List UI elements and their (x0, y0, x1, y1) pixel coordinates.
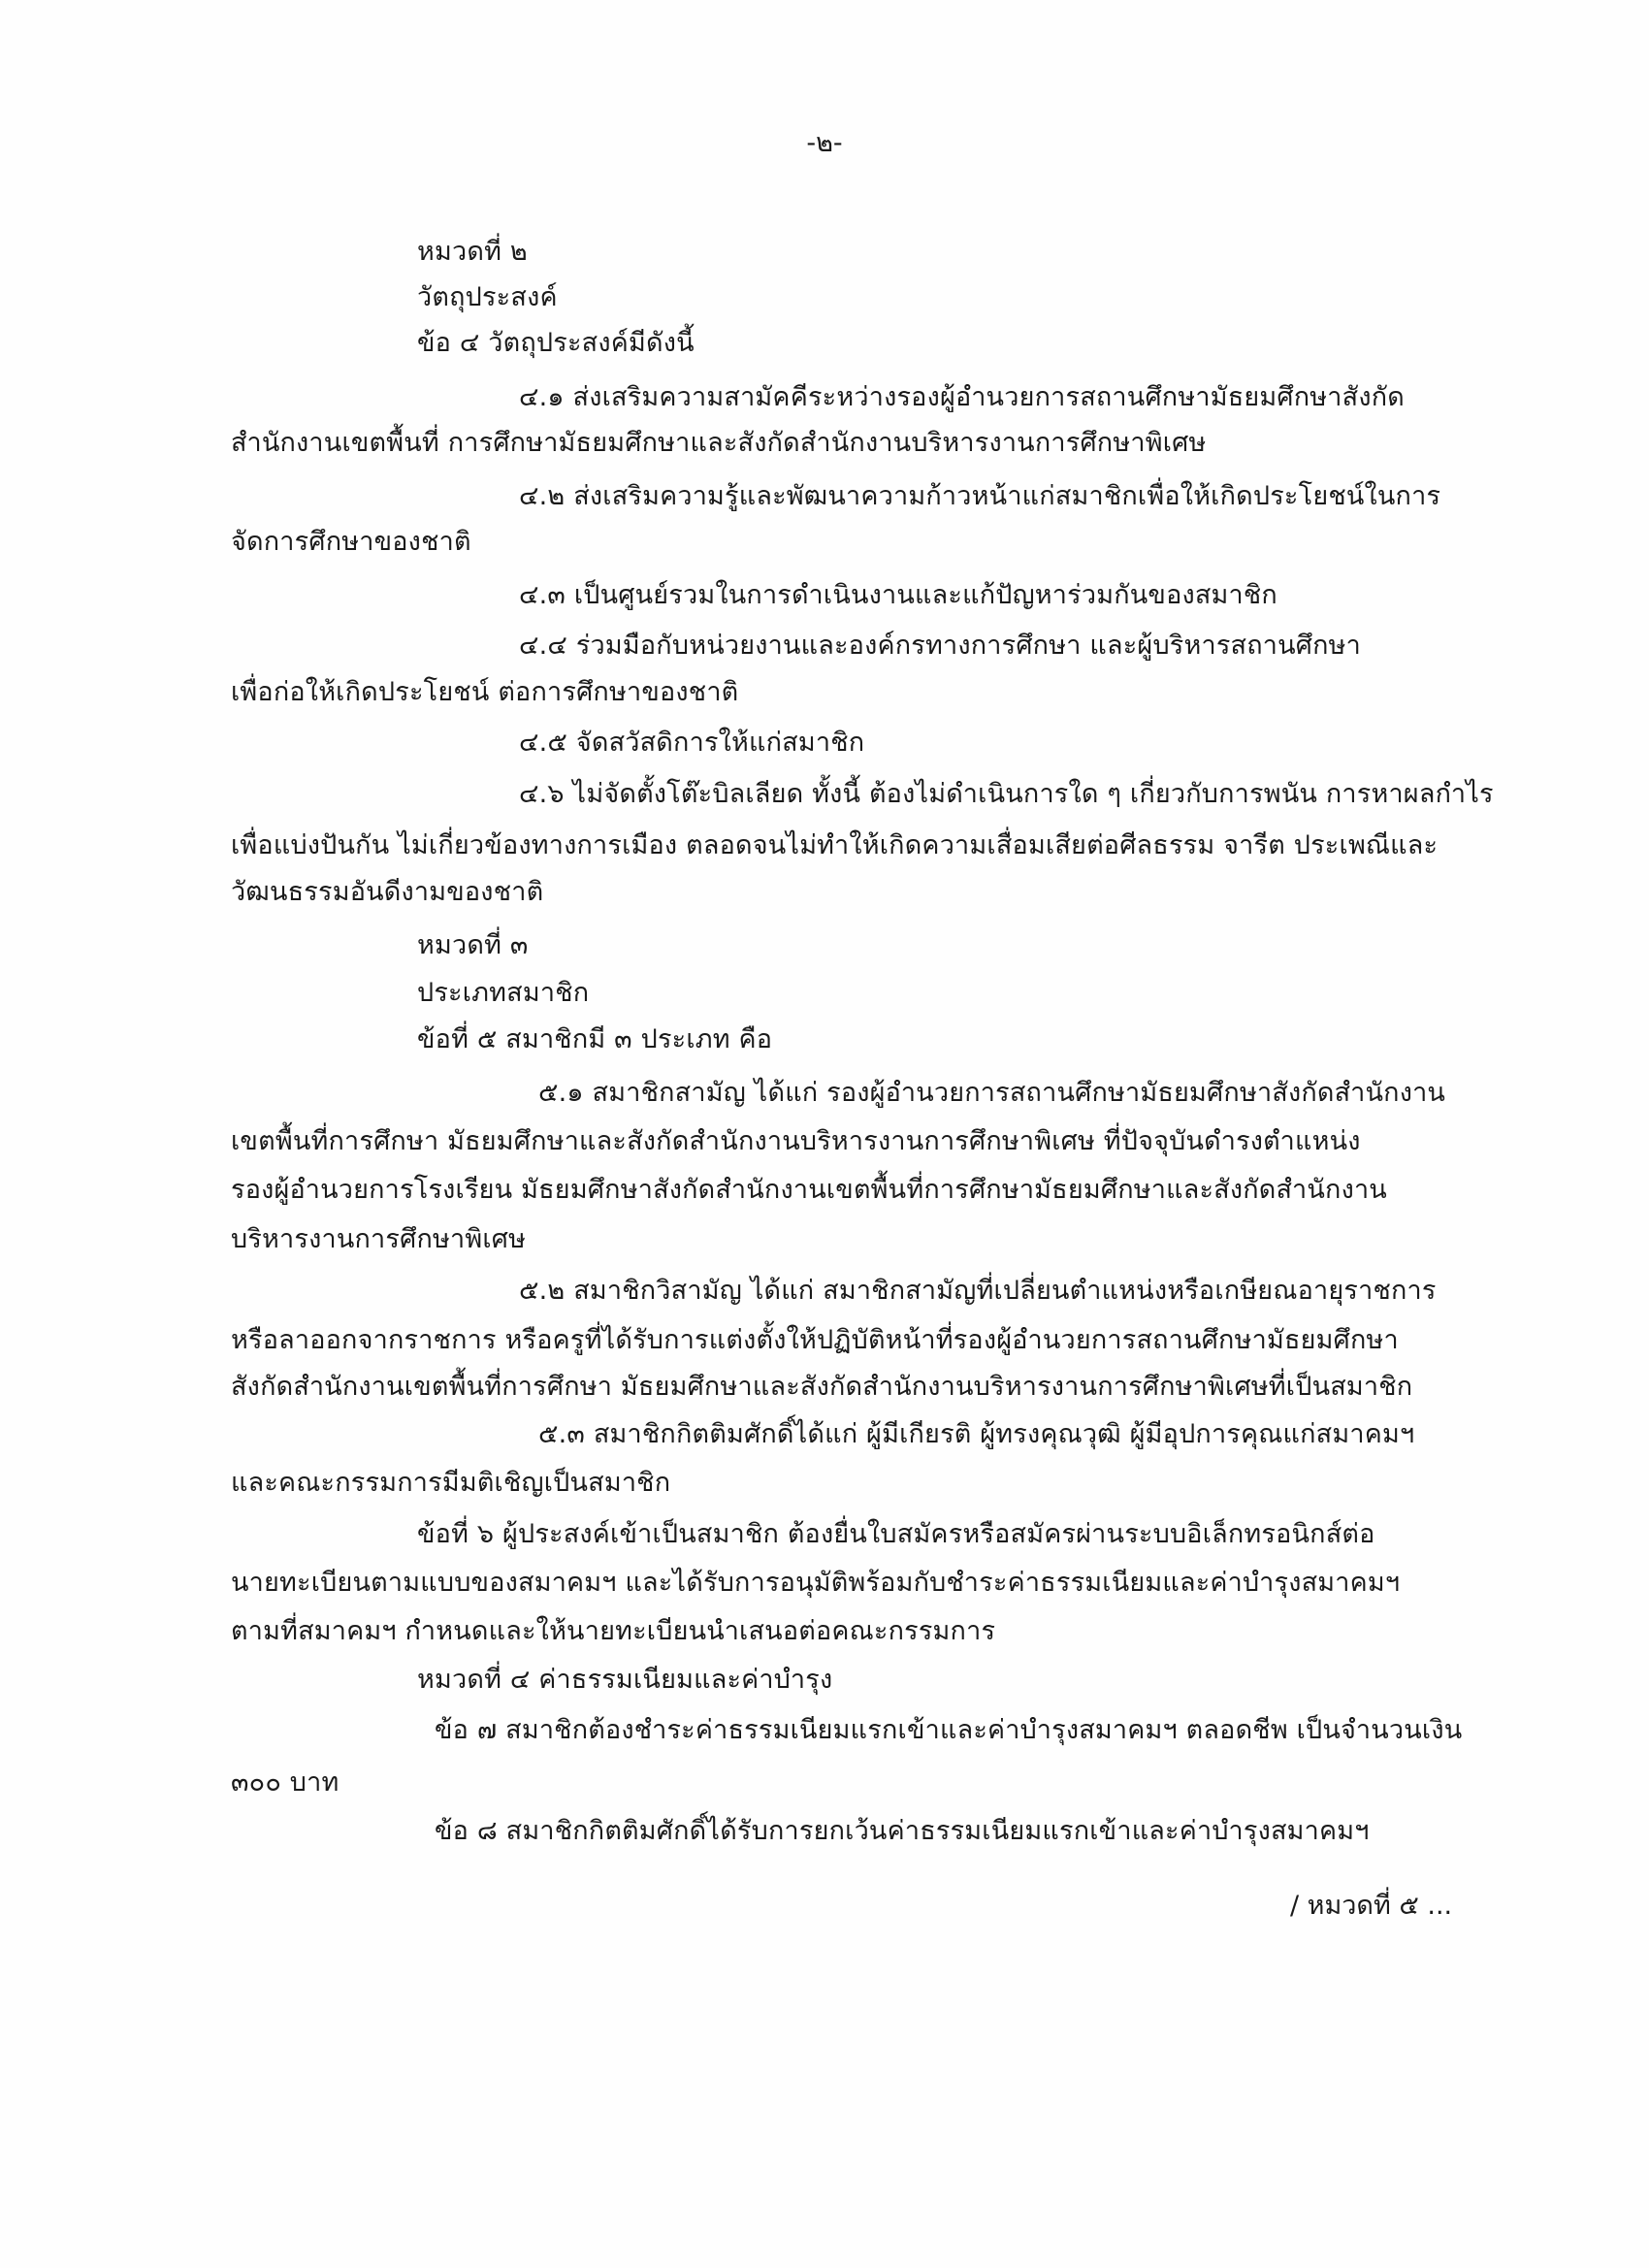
chapter-2-heading: หมวดที่ ๒ (417, 237, 528, 267)
item-5-3-line-1: ๕.๓ สมาชิกกิตติมศักดิ์ได้แก่ ผู้มีเกียรติ ผู้ทรงคุณวุฒิ ผู้มีอุปการคุณแก่สมาคมฯ (538, 1419, 1415, 1449)
chapter-2-title: วัตถุประสงค์ (417, 282, 558, 312)
item-4-6-line-1: ๔.๖ ไม่จัดตั้งโต๊ะบิลเลียด ทั้งนี้ ต้องไม่ดำเนินการใด ๆ เกี่ยวกับการพนัน การหาผลกำไร (519, 779, 1494, 809)
item-4-3: ๔.๓ เป็นศูนย์รวมในการดำเนินงานและแก้ปัญหาร่วมกันของสมาชิก (519, 580, 1277, 610)
item-5-1-line-2: เขตพื้นที่การศึกษา มัธยมศึกษาและสังกัดสำนักงานบริหารงานการศึกษาพิเศษ ที่ปัจจุบันดำรงตำแหน่ง (231, 1126, 1361, 1156)
article-6-line-1: ข้อที่ ๖ ผู้ประสงค์เข้าเป็นสมาชิก ต้องยื่นใบสมัครหรือสมัครผ่านระบบอิเล็กทรอนิกส์ต่อ (417, 1519, 1375, 1549)
item-4-1-line-1: ๔.๑ ส่งเสริมความสามัคคีระหว่างรองผู้อำนวยการสถานศึกษามัธยมศึกษาสังกัด (519, 382, 1405, 412)
item-5-2-line-2: หรือลาออกจากราชการ หรือครูที่ได้รับการแต่งตั้งให้ปฏิบัติหน้าที่รองผู้อำนวยการสถานศึกษามัธยมศึกษา (231, 1325, 1399, 1355)
item-4-6-line-3: วัฒนธรรมอันดีงามของชาติ (231, 877, 544, 907)
item-4-2-line-1: ๔.๒ ส่งเสริมความรู้และพัฒนาความก้าวหน้าแก่สมาชิกเพื่อให้เกิดประโยชน์ในการ (519, 481, 1441, 511)
item-4-2-line-2: จัดการศึกษาของชาติ (231, 527, 471, 557)
item-4-1-line-2: สำนักงานเขตพื้นที่ การศึกษามัธยมศึกษาและสังกัดสำนักงานบริหารงานการศึกษาพิเศษ (231, 428, 1207, 458)
page-number: -๒- (806, 128, 843, 158)
continuation-footer: / หมวดที่ ๕ ... (1290, 1891, 1453, 1921)
chapter-4-heading: หมวดที่ ๔ ค่าธรรมเนียมและค่าบำรุง (417, 1665, 833, 1695)
item-5-1-line-4: บริหารงานการศึกษาพิเศษ (231, 1224, 527, 1254)
item-4-4-line-1: ๔.๔ ร่วมมือกับหน่วยงานและองค์กรทางการศึกษา และผู้บริหารสถานศึกษา (519, 631, 1362, 661)
item-5-1-line-1: ๕.๑ สมาชิกสามัญ ได้แก่ รองผู้อำนวยการสถานศึกษามัธยมศึกษาสังกัดสำนักงาน (538, 1078, 1446, 1108)
article-6-line-2: นายทะเบียนตามแบบของสมาคมฯ และได้รับการอนุมัติพร้อมกับชำระค่าธรรมเนียมและค่าบำรุงสมาคมฯ (231, 1568, 1401, 1598)
article-8: ข้อ ๘ สมาชิกกิตติมศักดิ์ได้รับการยกเว้นค่าธรรมเนียมแรกเข้าและค่าบำรุงสมาคมฯ (435, 1816, 1370, 1846)
article-7-line-2: ๓๐๐ บาท (231, 1767, 340, 1798)
item-4-6-line-2: เพื่อแบ่งปันกัน ไม่เกี่ยวข้องทางการเมือง ตลอดจนไม่ทำให้เกิดความเสื่อมเสียต่อศีลธรรม จารีต ประเพณีและ (231, 830, 1439, 860)
article-5-heading: ข้อที่ ๕ สมาชิกมี ๓ ประเภท คือ (417, 1024, 773, 1054)
article-6-line-3: ตามที่สมาคมฯ กำหนดและให้นายทะเบียนนำเสนอต่อคณะกรรมการ (231, 1616, 996, 1646)
article-7-line-1: ข้อ ๗ สมาชิกต้องชำระค่าธรรมเนียมแรกเข้าและค่าบำรุงสมาคมฯ ตลอดชีพ เป็นจำนวนเงิน (435, 1715, 1463, 1745)
item-5-2-line-3: สังกัดสำนักงานเขตพื้นที่การศึกษา มัธยมศึกษาและสังกัดสำนักงานบริหารงานการศึกษาพิเศษที่เป็นสมาชิก (231, 1372, 1413, 1402)
item-4-4-line-2: เพื่อก่อให้เกิดประโยชน์ ต่อการศึกษาของชาติ (231, 677, 739, 707)
item-5-1-line-3: รองผู้อำนวยการโรงเรียน มัธยมศึกษาสังกัดสำนักงานเขตพื้นที่การศึกษามัธยมศึกษาและสังกัดสำนักงาน (231, 1175, 1387, 1205)
chapter-3-title: ประเภทสมาชิก (417, 978, 590, 1008)
item-4-5: ๔.๕ จัดสวัสดิการให้แก่สมาชิก (519, 728, 865, 758)
article-4-heading: ข้อ ๔ วัตถุประสงค์มีดังนี้ (417, 328, 695, 358)
chapter-3-heading: หมวดที่ ๓ (417, 930, 529, 960)
item-5-3-line-2: และคณะกรรมการมีมติเชิญเป็นสมาชิก (231, 1468, 671, 1498)
item-5-2-line-1: ๕.๒ สมาชิกวิสามัญ ได้แก่ สมาชิกสามัญที่เปลี่ยนตำแหน่งหรือเกษียณอายุราชการ (519, 1276, 1437, 1306)
